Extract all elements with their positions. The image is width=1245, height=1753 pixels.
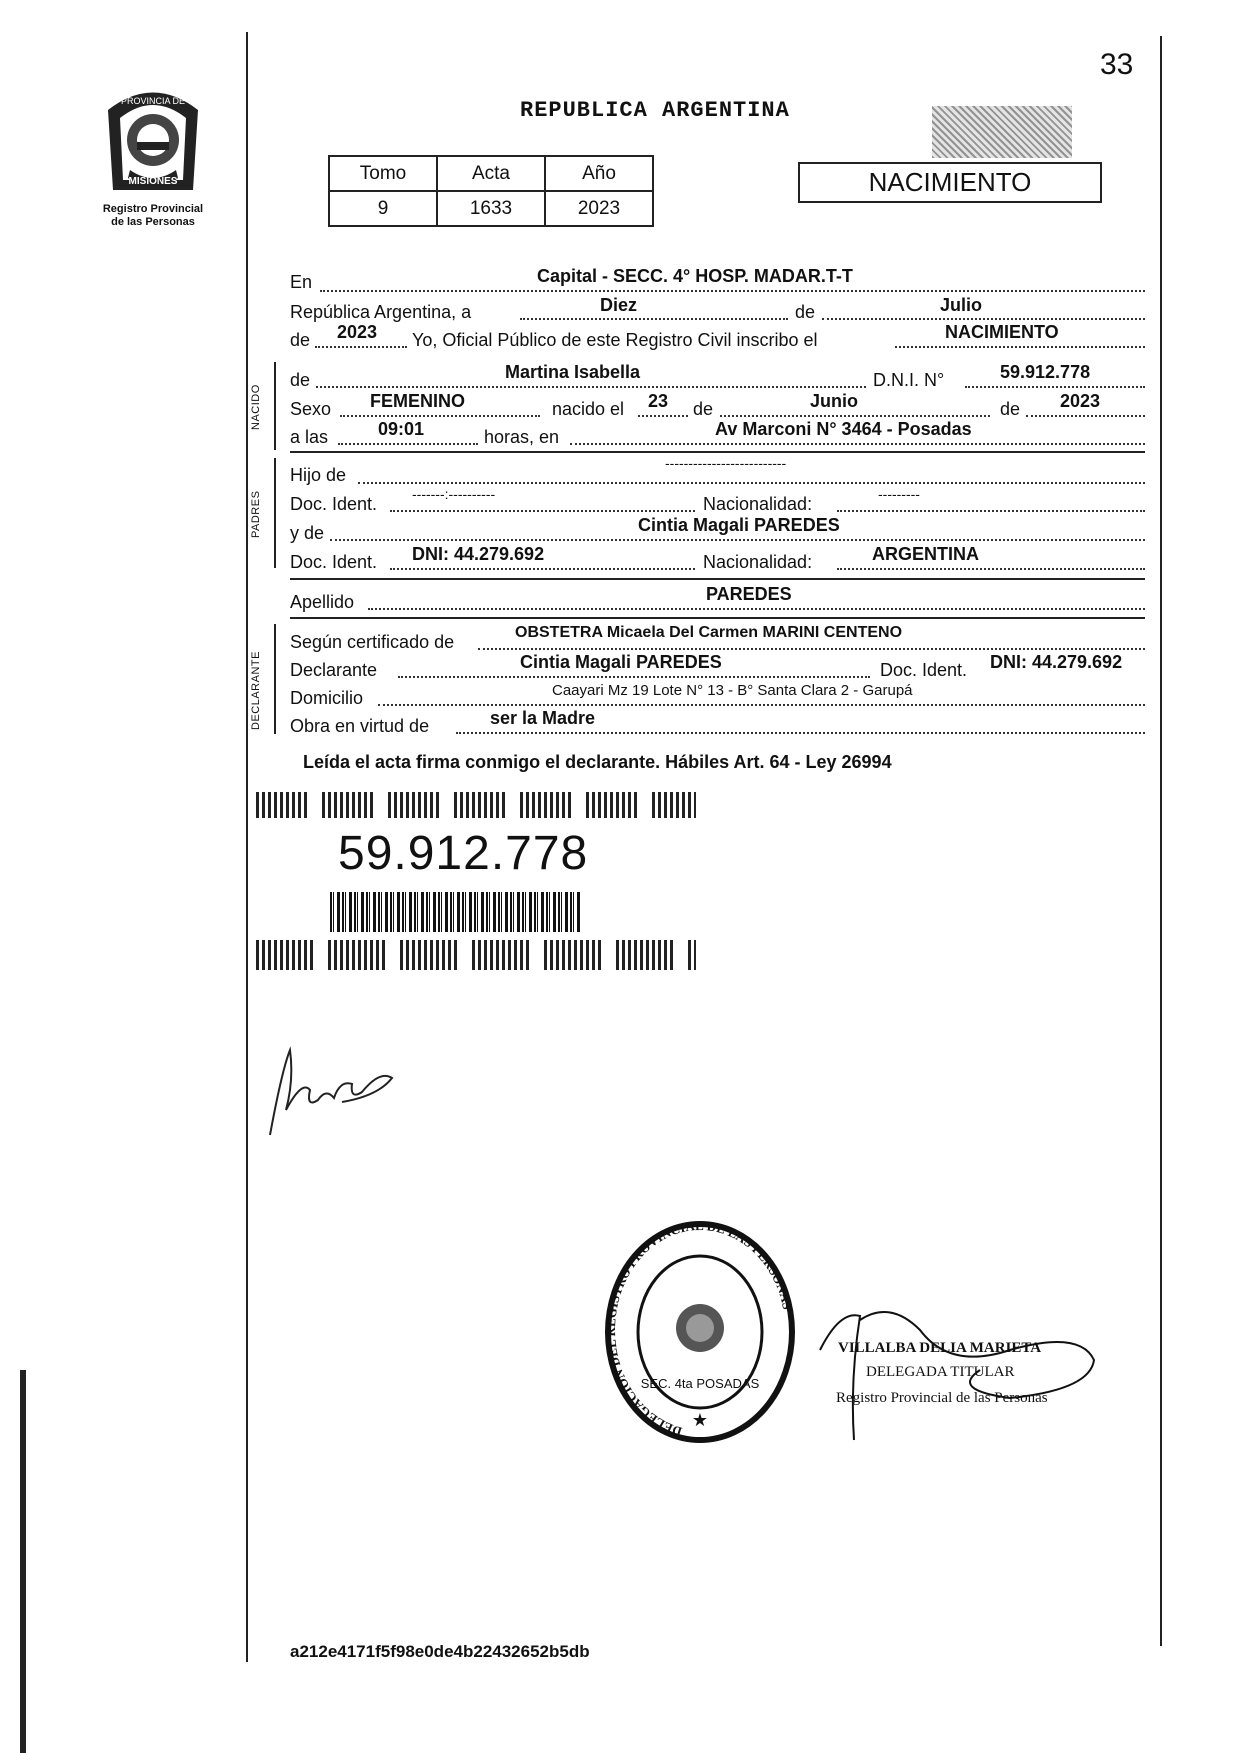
signature-line-1: VILLALBA DELIA MARIETA (838, 1340, 1042, 1356)
decorative-band-bottom (256, 940, 696, 970)
label-de-1: de (795, 302, 816, 322)
page-number: 33 (1100, 48, 1134, 81)
label-horas-en: horas, en (484, 427, 560, 447)
value-nacionalidad-1: --------- (878, 486, 920, 502)
table-header-acta: Acta (437, 156, 545, 191)
dots-nacionalidad-2 (837, 568, 1145, 570)
dots-en (320, 290, 1145, 292)
dots-lugar (570, 443, 1145, 445)
label-en: En (290, 272, 313, 292)
value-day: Diez (600, 295, 638, 315)
label-nacionalidad-1: Nacionalidad: (703, 494, 813, 514)
table-header-anio: Año (545, 156, 653, 191)
value-birth-year: 2023 (1060, 391, 1101, 411)
value-obra: ser la Madre (490, 708, 596, 728)
dots-republica-2 (822, 318, 1145, 320)
value-name: Martina Isabella (505, 362, 641, 382)
dots-year (315, 346, 407, 348)
value-madre: Cintia Magali PAREDES (638, 515, 840, 535)
label-de-2: de (290, 330, 311, 350)
label-obra: Obra en virtud de (290, 716, 430, 736)
dots-hora (338, 443, 478, 445)
dots-birth-year (1026, 415, 1145, 417)
value-hijo: -------------------------- (665, 455, 787, 471)
label-y-de: y de (290, 523, 325, 543)
label-dni: D.N.I. N° (873, 370, 945, 390)
side-label-nacido: NACIDO (250, 384, 262, 430)
label-hijo-de: Hijo de (290, 465, 347, 485)
value-apellido: PAREDES (706, 584, 792, 604)
value-en: Capital - SECC. 4° HOSP. MADAR.T-T (537, 266, 853, 286)
svg-text:MISIONES: MISIONES (128, 176, 178, 187)
signature-line-3: Registro Provincial de las Personas (836, 1390, 1048, 1406)
dots-name (316, 386, 866, 388)
rule-after-padres (290, 578, 1145, 580)
left-margin-line (246, 32, 248, 1662)
dots-domicilio (378, 704, 1145, 706)
dots-obra (456, 732, 1145, 734)
value-doc-ident-3: DNI: 44.279.692 (990, 652, 1123, 672)
official-seal (600, 1220, 800, 1455)
label-apellido: Apellido (290, 592, 355, 612)
dots-republica-1 (520, 318, 788, 320)
label-doc-ident-1: Doc. Ident. (290, 494, 378, 514)
svg-text:★: ★ (691, 1410, 709, 1430)
value-segun: OBSTETRA Micaela Del Carmen MARINI CENTENO (515, 624, 903, 641)
document-title: REPUBLICA ARGENTINA (520, 98, 790, 123)
table-value-tomo: 9 (329, 191, 437, 226)
dots-doc-ident-2 (390, 568, 695, 570)
record-table (328, 155, 654, 227)
table-header-tomo: Tomo (329, 156, 437, 191)
dots-madre (330, 539, 1145, 541)
padres-divider (274, 458, 276, 568)
value-month: Julio (940, 295, 983, 315)
value-inscribe: NACIMIENTO (945, 322, 1059, 342)
declarante-signature (262, 1040, 402, 1145)
barcode (330, 892, 580, 932)
label-segun: Según certificado de (290, 632, 455, 652)
declarante-divider (274, 624, 276, 734)
value-declarante: Cintia Magali PAREDES (520, 652, 722, 672)
province-logo (88, 80, 218, 229)
leida-statement: Leída el acta firma conmigo el declarante. Hábiles Art. 64 - Ley 26994 (303, 752, 892, 772)
rule-after-nacido (290, 451, 1145, 453)
side-label-padres: PADRES (250, 490, 262, 538)
value-birth-month: Junio (810, 391, 858, 411)
signature-line-2: DELEGADA TITULAR (866, 1364, 1015, 1380)
value-nacionalidad-2: ARGENTINA (872, 544, 979, 564)
dots-sexo (340, 415, 540, 417)
value-doc-ident-2: DNI: 44.279.692 (412, 544, 545, 564)
label-sexo: Sexo (290, 399, 332, 419)
value-domicilio: Caayari Mz 19 Lote N° 13 - B° Santa Clara 2 - Garupá (552, 682, 913, 699)
logo-caption-1: Registro Provincial (102, 203, 204, 215)
scan-edge-line (20, 1370, 26, 1753)
value-dni: 59.912.778 (1000, 362, 1091, 382)
dots-nacionalidad-1 (837, 510, 1145, 512)
side-label-declarante: DECLARANTE (250, 651, 262, 730)
document-type-box: NACIMIENTO (798, 162, 1102, 203)
right-margin-line (1160, 36, 1162, 1646)
dots-birth-day (638, 415, 688, 417)
label-nacido-el: nacido el (552, 399, 625, 419)
oficial-text: Yo, Oficial Público de este Registro Civil inscribo el (412, 330, 818, 350)
value-sexo: FEMENINO (370, 391, 466, 411)
dots-declarante (398, 676, 870, 678)
label-de-4: de (693, 399, 714, 419)
label-doc-ident-3: Doc. Ident. (880, 660, 968, 680)
rule-after-apellido (290, 617, 1145, 619)
label-de-5: de (1000, 399, 1021, 419)
dots-hijo (358, 482, 1145, 484)
value-hora: 09:01 (378, 419, 425, 439)
dots-doc-ident-1 (390, 510, 695, 512)
label-doc-ident-2: Doc. Ident. (290, 552, 378, 572)
label-de-3: de (290, 370, 311, 390)
dots-birth-month (720, 415, 990, 417)
svg-text:SEC. 4ta POSADAS: SEC. 4ta POSADAS (640, 1376, 760, 1391)
svg-text:PROVINCIA DE: PROVINCIA DE (120, 96, 186, 106)
id-number: 59.912.778 (338, 827, 589, 880)
value-lugar: Av Marconi N° 3464 - Posadas (715, 419, 972, 439)
value-birth-day: 23 (648, 391, 669, 411)
dots-apellido (368, 608, 1145, 610)
label-nacionalidad-2: Nacionalidad: (703, 552, 813, 572)
nacido-divider (274, 362, 276, 450)
svg-text:DELEGACION DEL REGISTRO PROVIN: DELEGACION DEL REGISTRO PROVINCIAL DE LAS PERSONAS (602, 1220, 796, 1440)
logo-caption-2: de las Personas (111, 216, 195, 228)
dots-segun (478, 648, 1145, 650)
table-value-acta: 1633 (437, 191, 545, 226)
value-doc-ident-1: -------:---------- (412, 486, 496, 502)
footer-hash: a212e4171f5f98e0de4b22432652b5db (290, 1642, 590, 1661)
label-a-las: a las (290, 427, 329, 447)
label-domicilio: Domicilio (290, 688, 364, 708)
dots-dni (965, 386, 1145, 388)
table-value-anio: 2023 (545, 191, 653, 226)
security-stamp (932, 106, 1072, 158)
label-republica: República Argentina, a (290, 302, 472, 322)
decorative-band-top (256, 792, 696, 818)
value-year: 2023 (337, 322, 378, 342)
dots-inscribe (895, 346, 1145, 348)
label-declarante: Declarante (290, 660, 378, 680)
